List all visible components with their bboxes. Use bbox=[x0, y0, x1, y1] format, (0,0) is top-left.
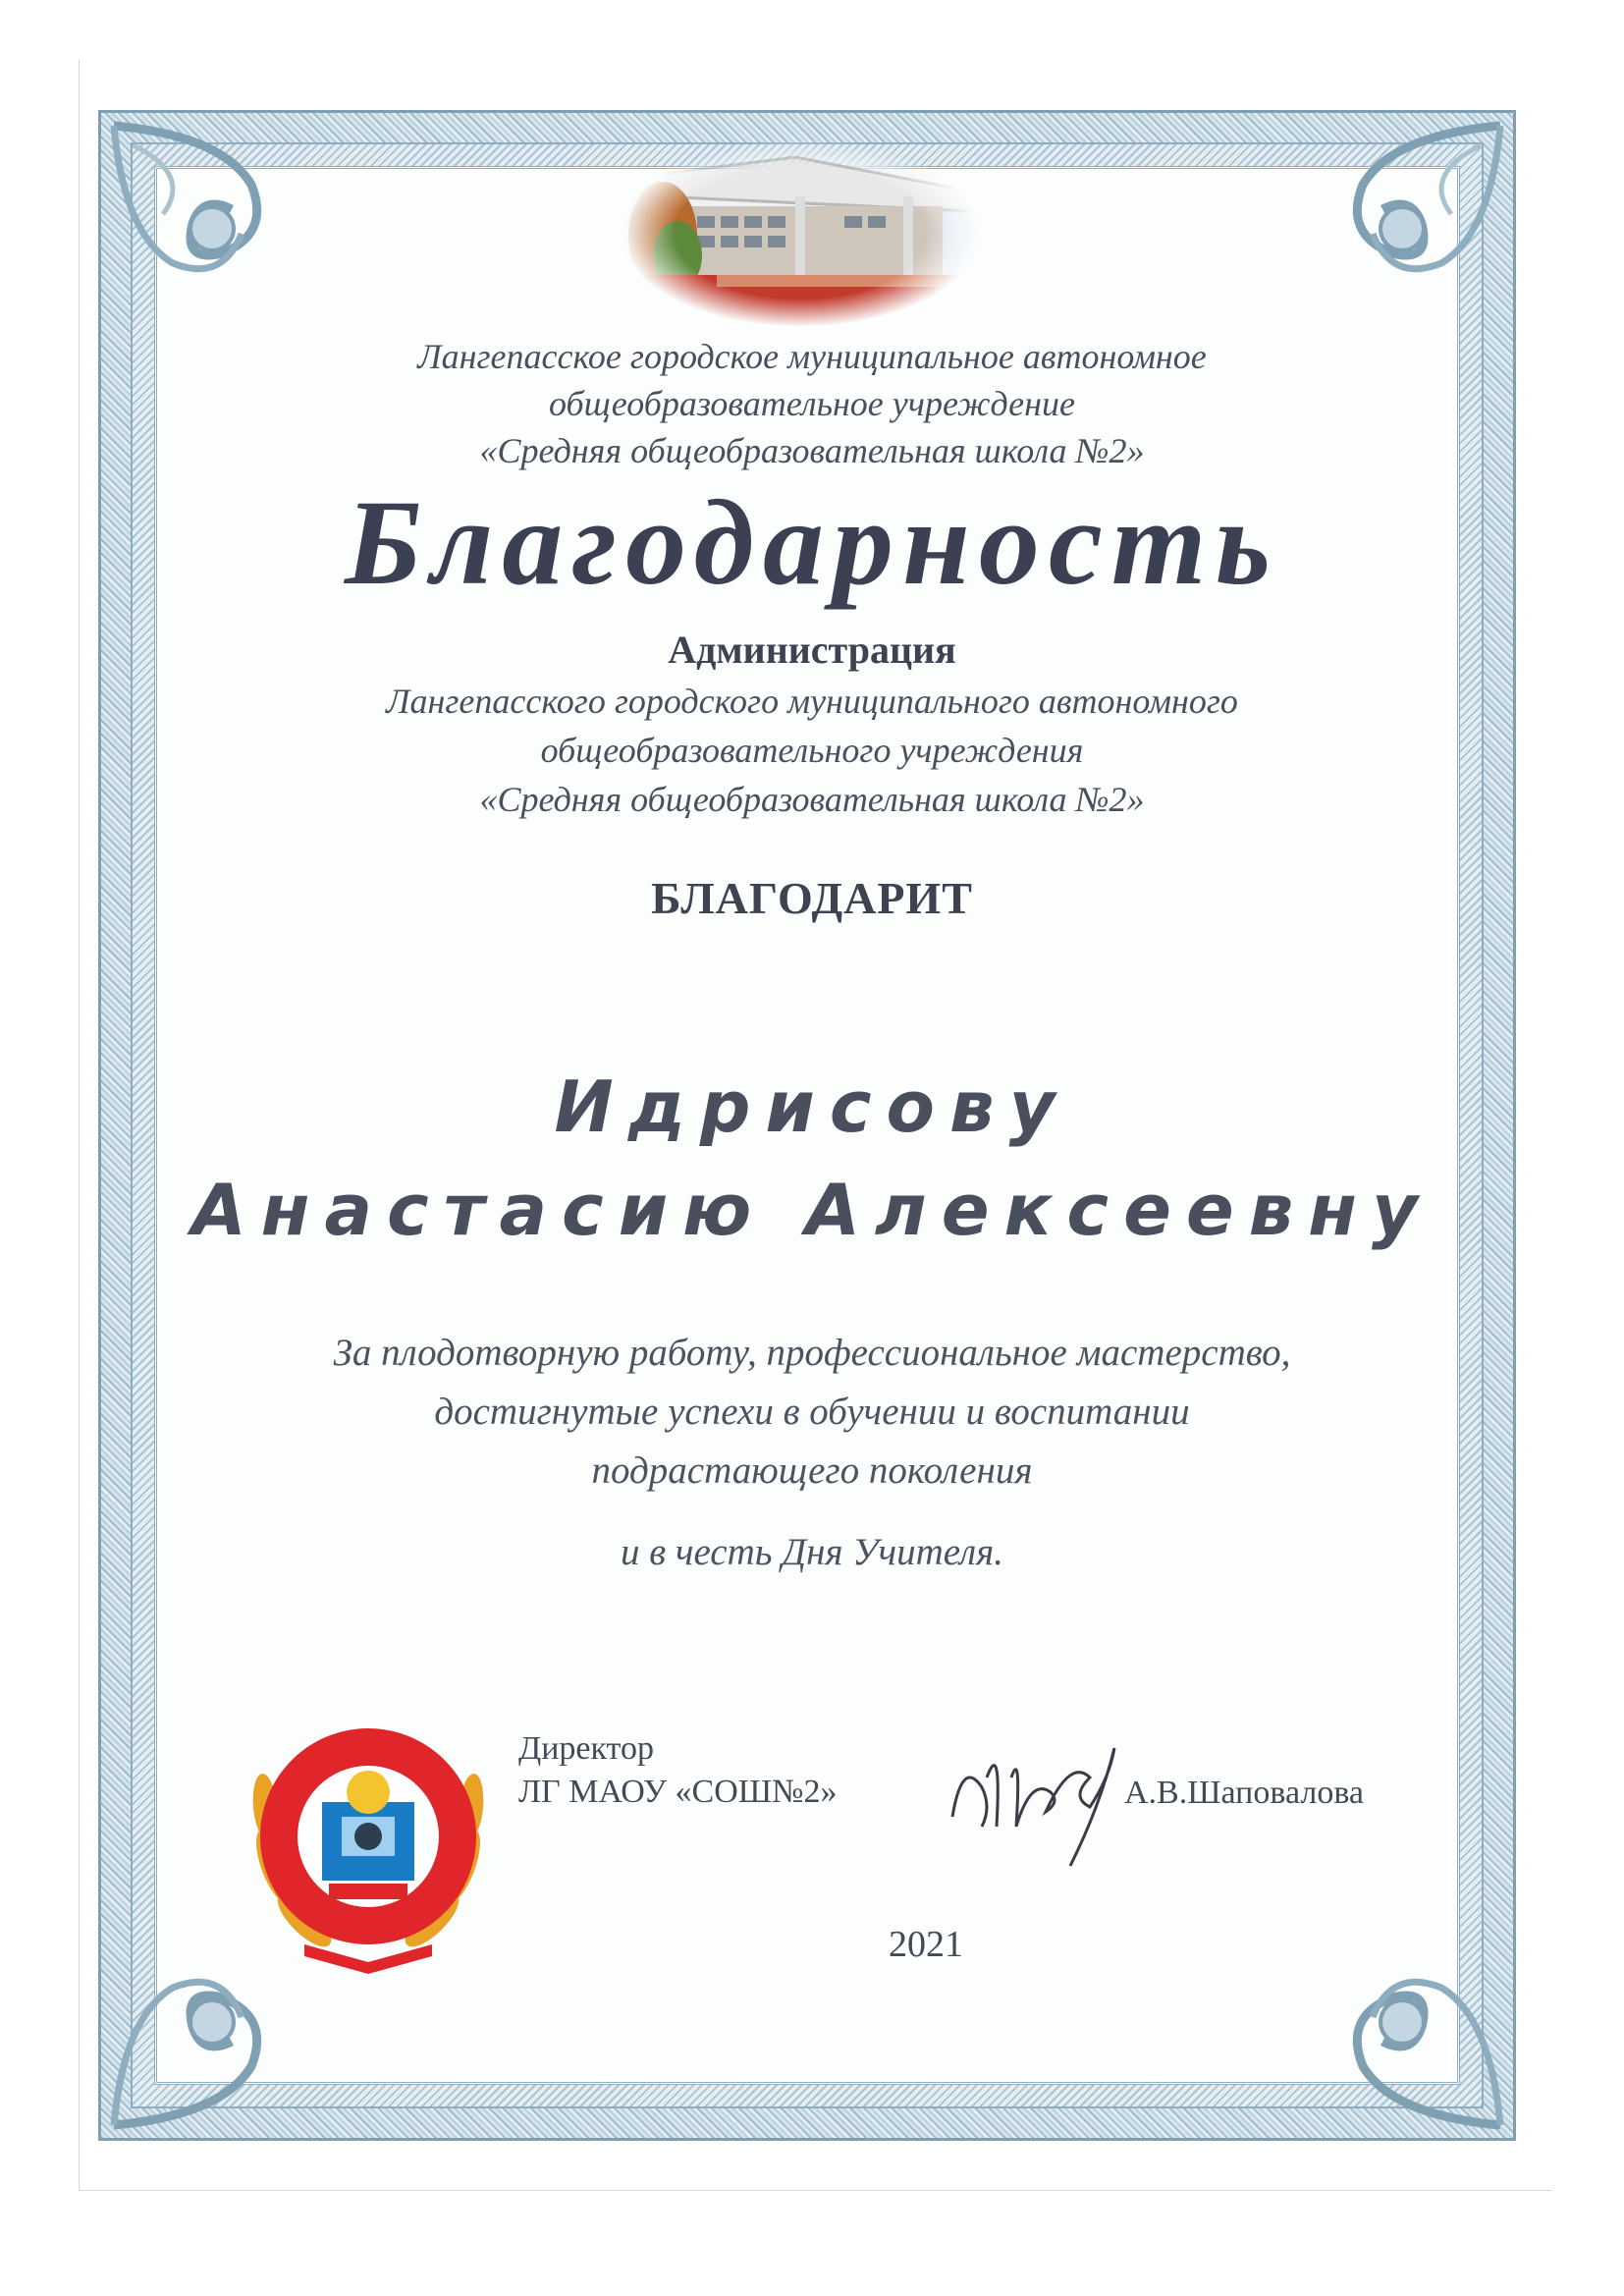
reason-line-1: За плодотворную работу, профессиональное мастерство, bbox=[333, 1332, 1291, 1374]
signer-position-line-2: ЛГ МАОУ «СОШ№2» bbox=[518, 1774, 838, 1810]
from-org-line-3: «Средняя общеобразовательная школа №2» bbox=[479, 780, 1145, 819]
from-org-line-1: Лангепасского городского муниципального автономного bbox=[386, 682, 1238, 721]
occasion-line: и в честь Дня Учителя. bbox=[620, 1531, 1004, 1573]
from-label: Администрация bbox=[668, 628, 956, 672]
signer-name: А.В.Шаповалова bbox=[1124, 1775, 1365, 1811]
issuer-header-line-2: общеобразовательное учреждение bbox=[549, 384, 1075, 423]
issuer-header-line-1: Лангепасское городское муниципальное автономное bbox=[417, 337, 1207, 376]
from-org-line-2: общеобразовательного учреждения bbox=[540, 731, 1084, 770]
ornament-corner-icon bbox=[104, 116, 330, 342]
recipient-given-names: Анастасию Алексеевну bbox=[191, 1169, 1433, 1251]
issuer-header-line-3: «Средняя общеобразовательная школа №2» bbox=[479, 431, 1145, 470]
reason-line-2: достигнутые успехи в обучении и воспитании bbox=[434, 1391, 1190, 1433]
ornament-corner-icon bbox=[1284, 1909, 1510, 2135]
recipient-surname: Идрисову bbox=[554, 1066, 1070, 1148]
certificate-year: 2021 bbox=[889, 1924, 963, 1965]
school-emblem-seal-icon bbox=[236, 1699, 501, 1994]
ornament-corner-icon bbox=[1284, 116, 1510, 342]
handwritten-signature-icon bbox=[943, 1719, 1139, 1876]
thanks-verb: БЛАГОДАРИТ bbox=[651, 873, 973, 923]
certificate-title: Благодарность bbox=[344, 475, 1280, 610]
signer-position-line-1: Директор bbox=[518, 1730, 654, 1767]
school-building-photo bbox=[619, 137, 982, 329]
reason-line-3: подрастающего поколения bbox=[591, 1449, 1033, 1492]
